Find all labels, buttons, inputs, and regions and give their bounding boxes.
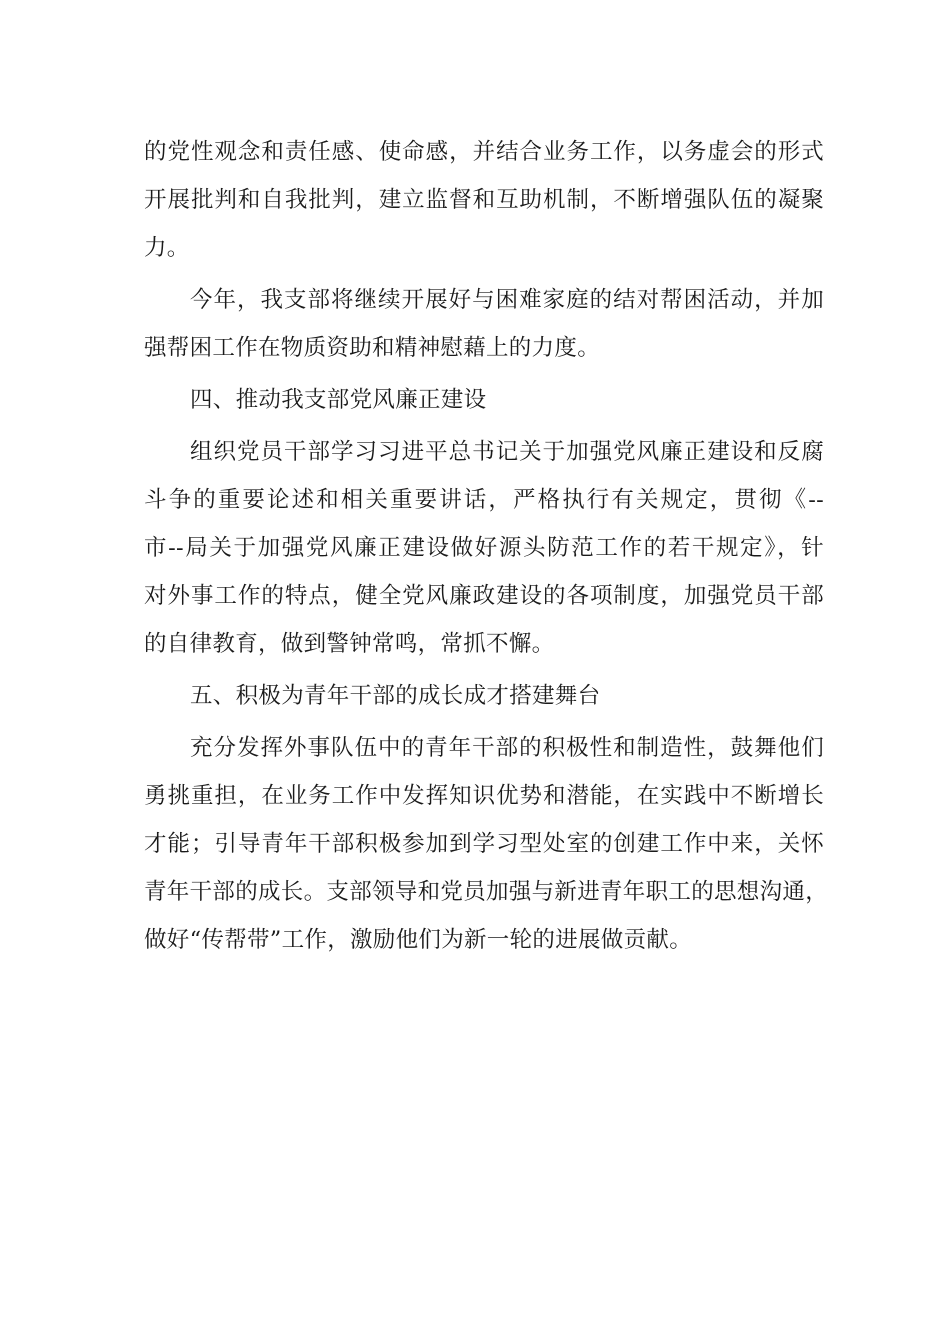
paragraph-line: 今年，我支部将继续开展好与困难家庭的结对帮困活动，并加 xyxy=(190,287,824,313)
paragraph-line: 充分发挥外事队伍中的青年干部的积极性和制造性，鼓舞他们 xyxy=(190,735,824,761)
paragraph-line: 组织党员干部学习习进平总书记关于加强党风廉正建设和反腐 xyxy=(190,439,824,465)
paragraph-line: 斗争的重要论述和相关重要讲话，严格执行有关规定，贯彻《-- xyxy=(144,487,824,513)
section-heading: 四、推动我支部党风廉正建设 xyxy=(190,387,487,413)
paragraph-line: 青年干部的成长。支部领导和党员加强与新进青年职工的思想沟通， xyxy=(144,879,829,905)
paragraph-line: 对外事工作的特点，健全党风廉政建设的各项制度，加强党员干部 xyxy=(144,583,824,609)
paragraph-line: 强帮困工作在物质资助和精神慰藉上的力度。 xyxy=(144,335,601,361)
paragraph-line: 开展批判和自我批判，建立监督和互助机制，不断增强队伍的凝聚 xyxy=(144,187,824,213)
paragraph-line: 市--局关于加强党风廉正建设做好源头防范工作的若干规定》，针 xyxy=(144,535,824,561)
section-heading: 五、积极为青年干部的成长成才搭建舞台 xyxy=(190,683,601,709)
paragraph-line: 的自律教育，做到警钟常鸣，常抓不懈。 xyxy=(144,631,555,657)
paragraph-line: 勇挑重担，在业务工作中发挥知识优势和潜能，在实践中不断增长 xyxy=(144,783,824,809)
paragraph-line: 的党性观念和责任感、使命感，并结合业务工作，以务虚会的形式 xyxy=(144,139,824,165)
paragraph-line: 做好“传帮带”工作，激励他们为新一轮的进展做贡献。 xyxy=(144,927,693,953)
paragraph-line: 力。 xyxy=(144,235,190,261)
paragraph-line: 才能；引导青年干部积极参加到学习型处室的创建工作中来，关怀 xyxy=(144,831,824,857)
